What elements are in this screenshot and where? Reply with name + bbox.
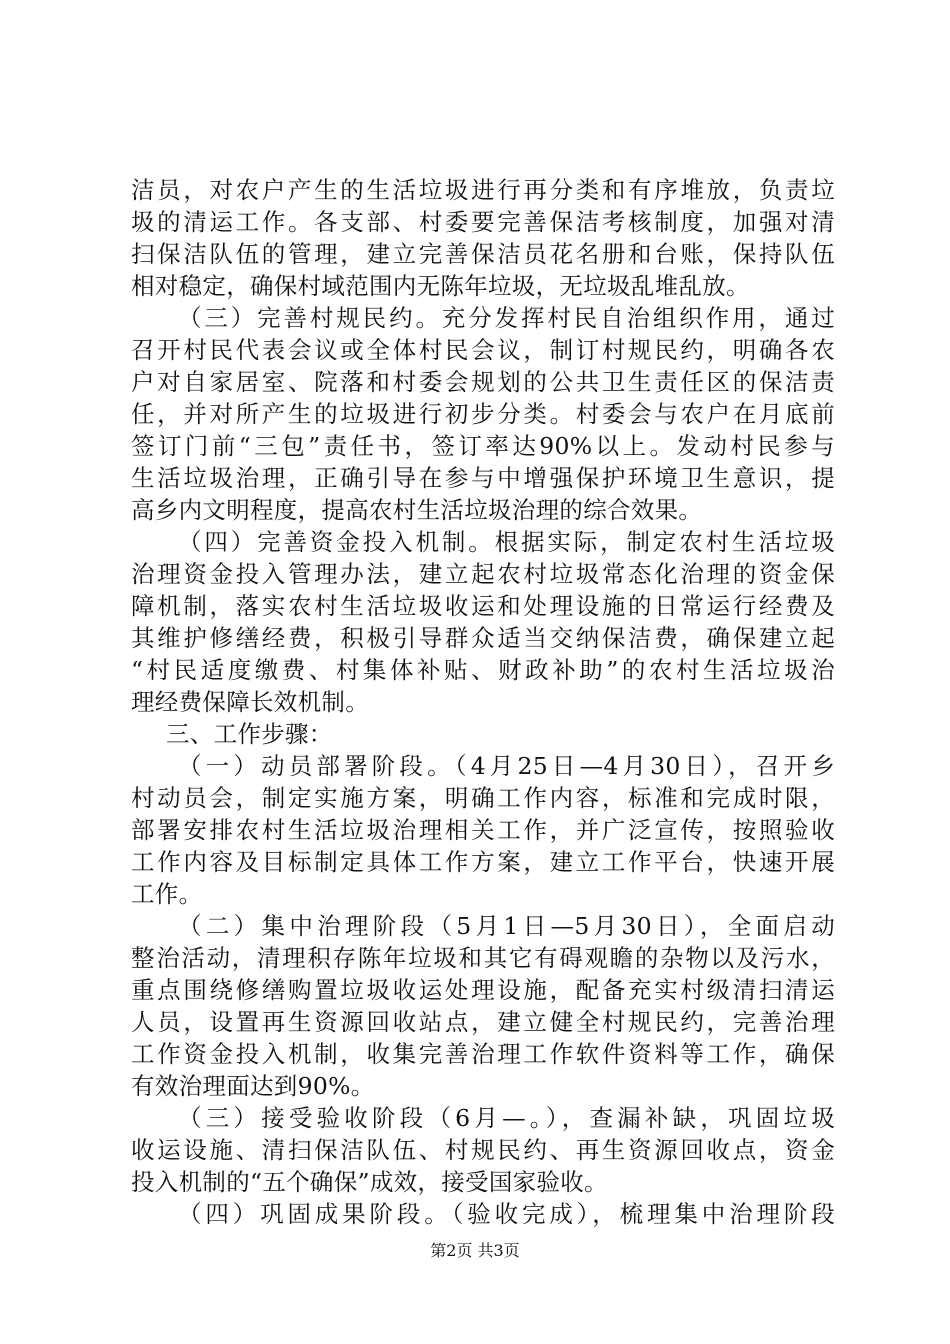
text-line: 人员，设置再生资源回收站点，建立健全村规民约，完善治理 [131,1008,835,1036]
paragraph-start-line: （二）集中治理阶段（5月1日—5月30日），全面启动 [178,912,835,940]
paragraph-start-line: （三）接受验收阶段（6月—。），查漏补缺，巩固垃圾 [178,1104,835,1132]
text-line: 高乡内文明程度，提高农村生活垃圾治理的综合效果。 [131,496,703,524]
text-line: “村民适度缴费、村集体补贴、财政补助”的农村生活垃圾治 [131,656,835,684]
text-line: 洁员，对农户产生的生活垃圾进行再分类和有序堆放，负责垃 [131,176,835,204]
text-line: 生活垃圾治理，正确引导在参与中增强保护环境卫生意识，提 [131,464,835,492]
page-number-footer: 第2页 共3页 [430,1241,520,1260]
text-line: 工作资金投入机制，收集完善治理工作软件资料等工作，确保 [131,1040,835,1068]
paragraph-start-line: （四）完善资金投入机制。根据实际，制定农村生活垃圾 [178,528,835,556]
paragraph-start-line: （一）动员部署阶段。（4月25日—4月30日），召开乡 [178,752,835,780]
text-line: 理经费保障长效机制。 [131,688,369,716]
text-line: 扫保洁队伍的管理，建立完善保洁员花名册和台账，保持队伍 [131,240,835,268]
text-line: 工作。 [131,880,203,908]
text-line: 村动员会，制定实施方案，明确工作内容，标准和完成时限， [131,784,835,812]
text-line: 签订门前“三包”责任书，签订率达90%以上。发动村民参与 [131,432,835,460]
text-line: 圾的清运工作。各支部、村委要完善保洁考核制度，加强对清 [131,208,835,236]
text-line: 整治活动，清理积存陈年垃圾和其它有碍观瞻的杂物以及污水， [131,944,835,972]
text-line: 其维护修缮经费，积极引导群众适当交纳保洁费，确保建立起 [131,624,835,652]
text-line: 障机制，落实农村生活垃圾收运和处理设施的日常运行经费及 [131,592,835,620]
text-line: 召开村民代表会议或全体村民会议，制订村规民约，明确各农 [131,336,835,364]
text-line: 任，并对所产生的垃圾进行初步分类。村委会与农户在月底前 [131,400,835,428]
text-line: 收运设施、清扫保洁队伍、村规民约、再生资源回收点，资金 [131,1136,835,1164]
text-line: 工作内容及目标制定具体工作方案，建立工作平台，快速开展 [131,848,835,876]
section-heading: 三、工作步骤： [166,720,333,748]
paragraph-start-line: （三）完善村规民约。充分发挥村民自治组织作用，通过 [178,304,835,332]
text-line: 重点围绕修缮购置垃圾收运处理设施，配备充实村级清扫清运 [131,976,835,1004]
paragraph-start-line: （四）巩固成果阶段。（验收完成），梳理集中治理阶段 [178,1200,835,1228]
document-body [131,166,835,1230]
text-line: 部署安排农村生活垃圾治理相关工作，并广泛宣传，按照验收 [131,816,835,844]
text-line: 户对自家居室、院落和村委会规划的公共卫生责任区的保洁责 [131,368,835,396]
text-line: 治理资金投入管理办法，建立起农村垃圾常态化治理的资金保 [131,560,835,588]
text-line: 相对稳定，确保村域范围内无陈年垃圾，无垃圾乱堆乱放。 [131,272,750,300]
text-line: 投入机制的“五个确保”成效，接受国家验收。 [131,1168,608,1196]
text-line: 有效治理面达到90%。 [131,1072,375,1100]
